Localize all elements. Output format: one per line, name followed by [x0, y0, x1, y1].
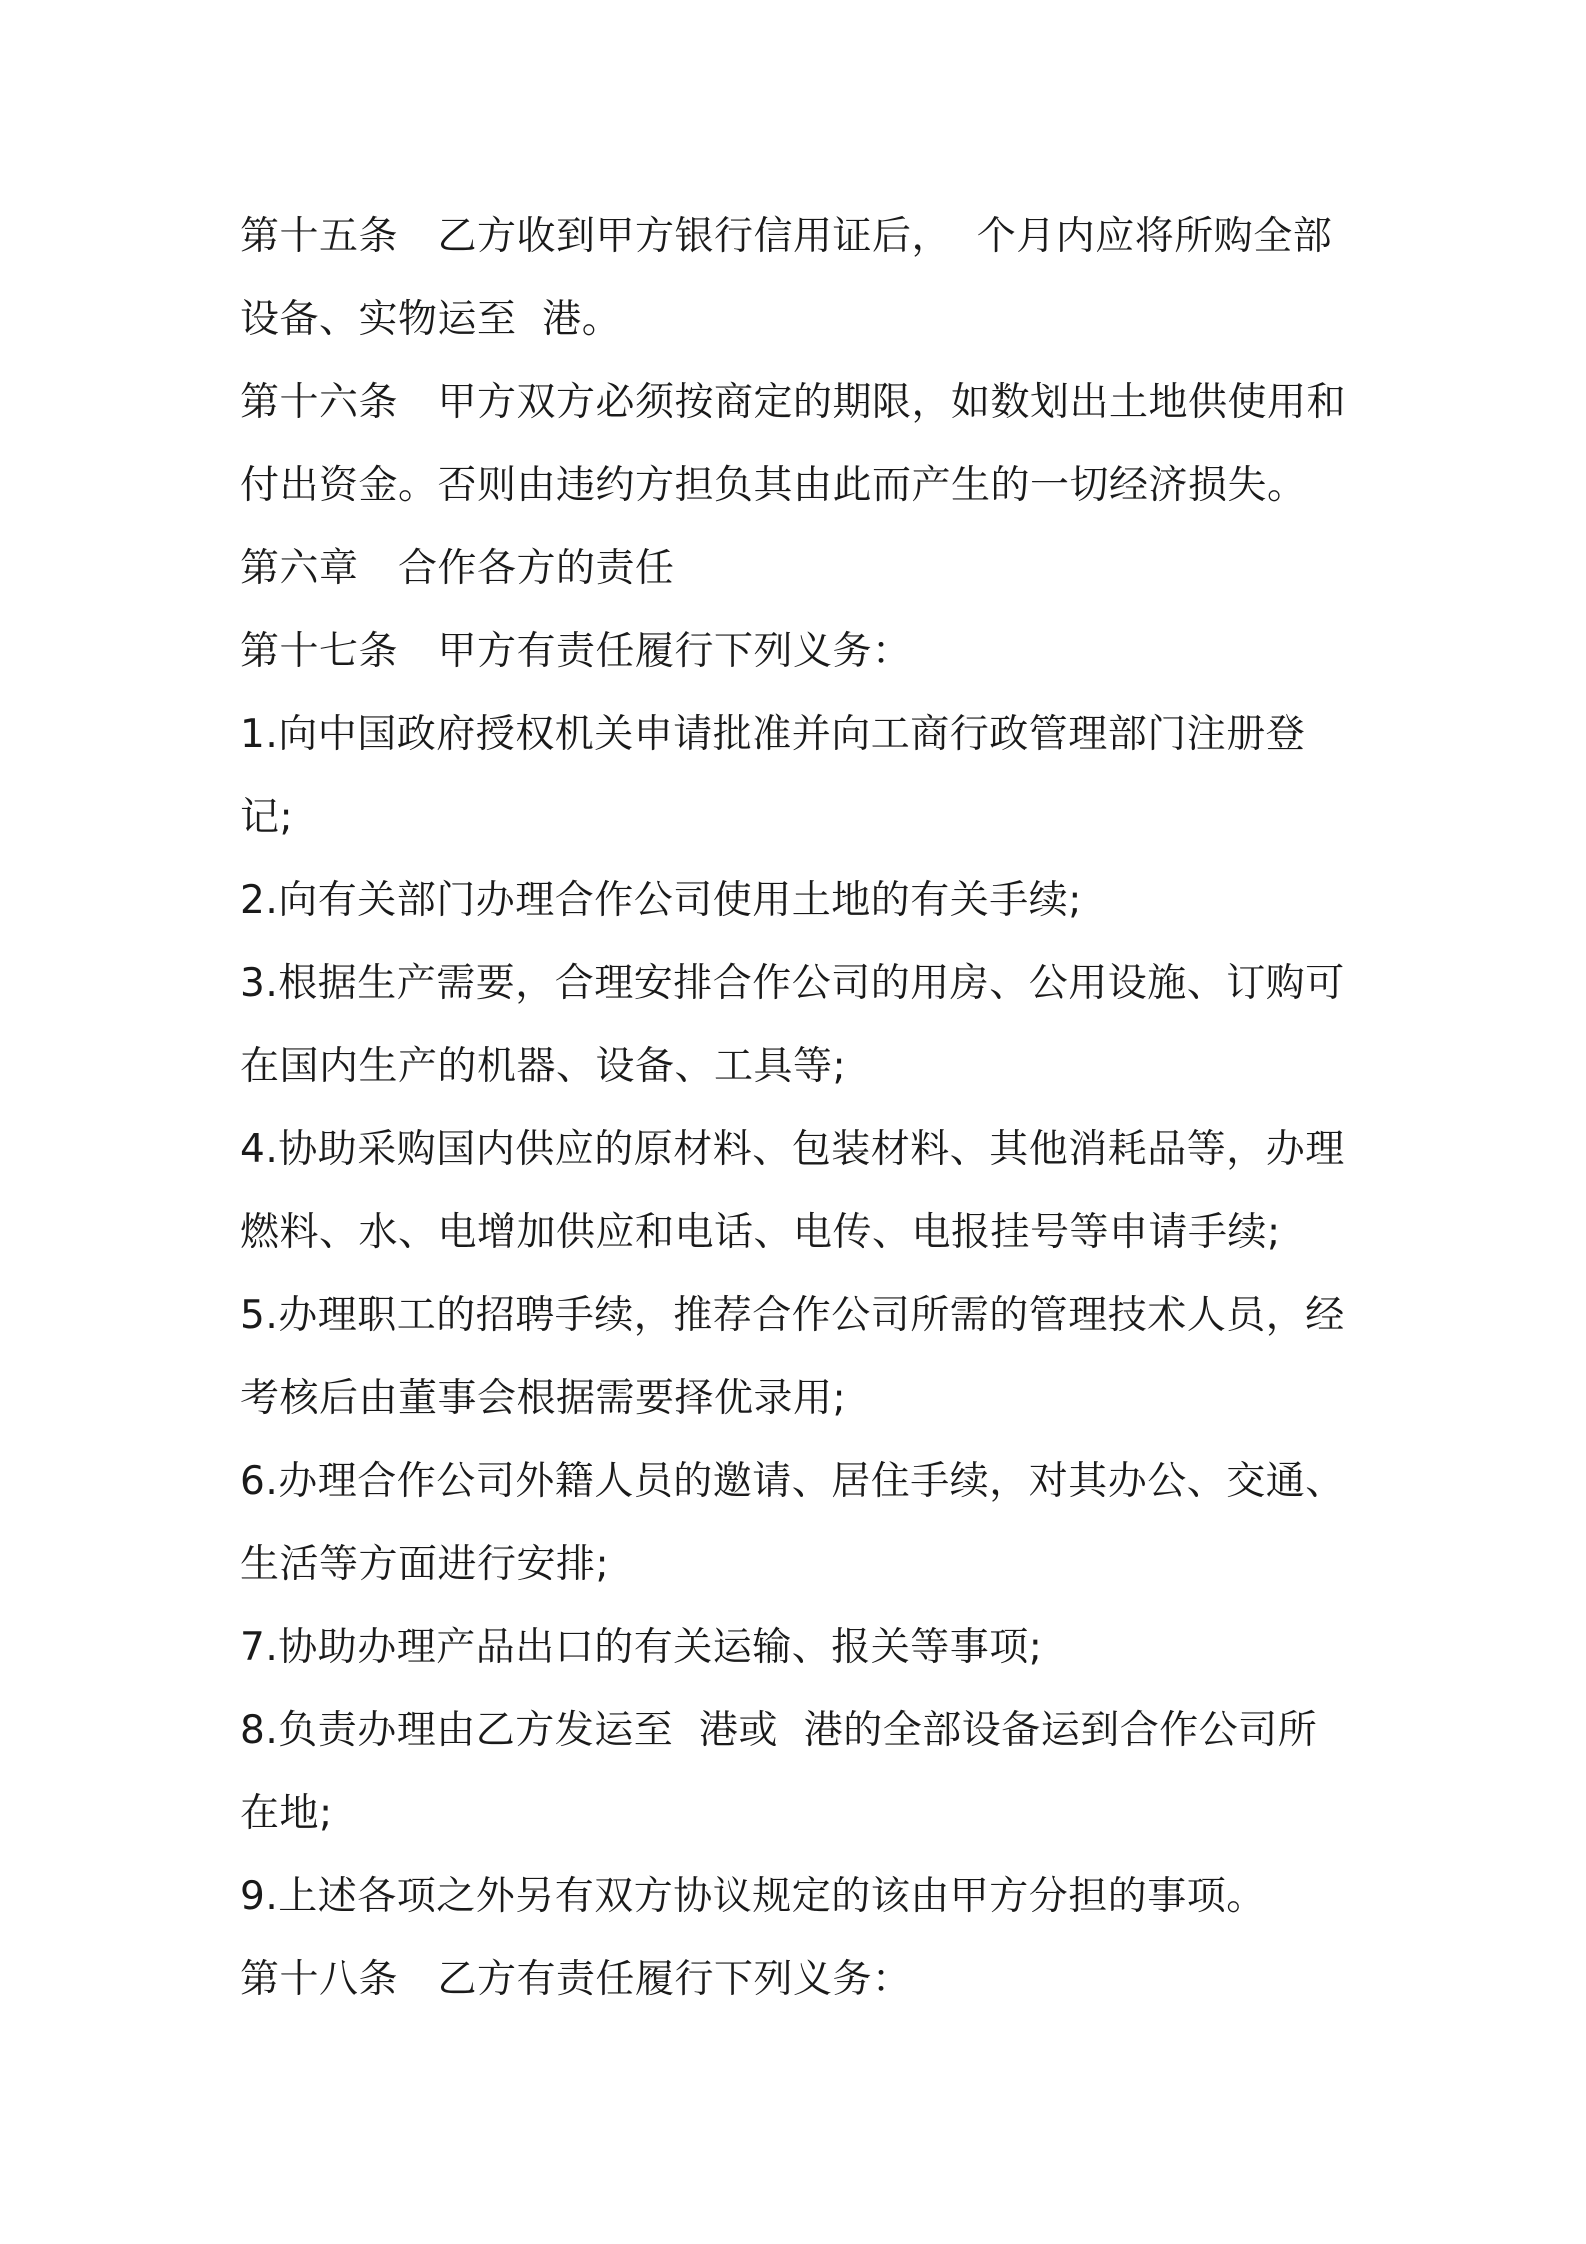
duty-9-line-1: 9.上述各项之外另有双方协议规定的该由甲方分担的事项。: [240, 1874, 1266, 1919]
article-16-line-1: 第十六条 甲方双方必须按商定的期限，如数划出土地供使用和: [240, 380, 1347, 425]
duty-6-line-2: 生活等方面进行安排;: [240, 1542, 610, 1587]
article-18-heading: 第十八条 乙方有责任履行下列义务：: [240, 1957, 912, 2002]
duty-5-line-2: 考核后由董事会根据需要择优录用;: [240, 1376, 847, 1421]
duty-6-line-1: 6.办理合作公司外籍人员的邀请、居住手续，对其办公、交通、: [240, 1459, 1345, 1504]
duty-5-line-1: 5.办理职工的招聘手续，推荐合作公司所需的管理技术人员，经: [240, 1293, 1345, 1338]
duty-3-line-1: 3.根据生产需要，合理安排合作公司的用房、公用设施、订购可: [240, 961, 1345, 1006]
duty-7-line-1: 7.协助办理产品出口的有关运输、报关等事项;: [240, 1625, 1043, 1670]
duty-4-line-2: 燃料、水、电增加供应和电话、电传、电报挂号等申请手续;: [240, 1210, 1281, 1255]
document-body: [240, 195, 1360, 2021]
duty-4-line-1: 4.协助采购国内供应的原材料、包装材料、其他消耗品等，办理: [240, 1127, 1345, 1172]
duty-8-line-1: 8.负责办理由乙方发运至 港或 港的全部设备运到合作公司所: [240, 1708, 1318, 1753]
article-15-line-2: 设备、实物运至 港。: [240, 297, 622, 342]
duty-1-line-2: 记;: [240, 795, 294, 840]
duty-3-line-2: 在国内生产的机器、设备、工具等;: [240, 1044, 847, 1089]
article-17-heading: 第十七条 甲方有责任履行下列义务：: [240, 629, 912, 674]
duty-2-line-1: 2.向有关部门办理合作公司使用土地的有关手续;: [240, 878, 1082, 923]
chapter-6-heading: 第六章 合作各方的责任: [240, 546, 675, 591]
article-16-line-2: 付出资金。否则由违约方担负其由此而产生的一切经济损失。: [240, 463, 1307, 508]
article-15-line-1: 第十五条 乙方收到甲方银行信用证后， 个月内应将所购全部: [240, 214, 1333, 259]
duty-8-line-2: 在地;: [240, 1791, 333, 1836]
duty-1-line-1: 1.向中国政府授权机关申请批准并向工商行政管理部门注册登: [240, 712, 1306, 757]
